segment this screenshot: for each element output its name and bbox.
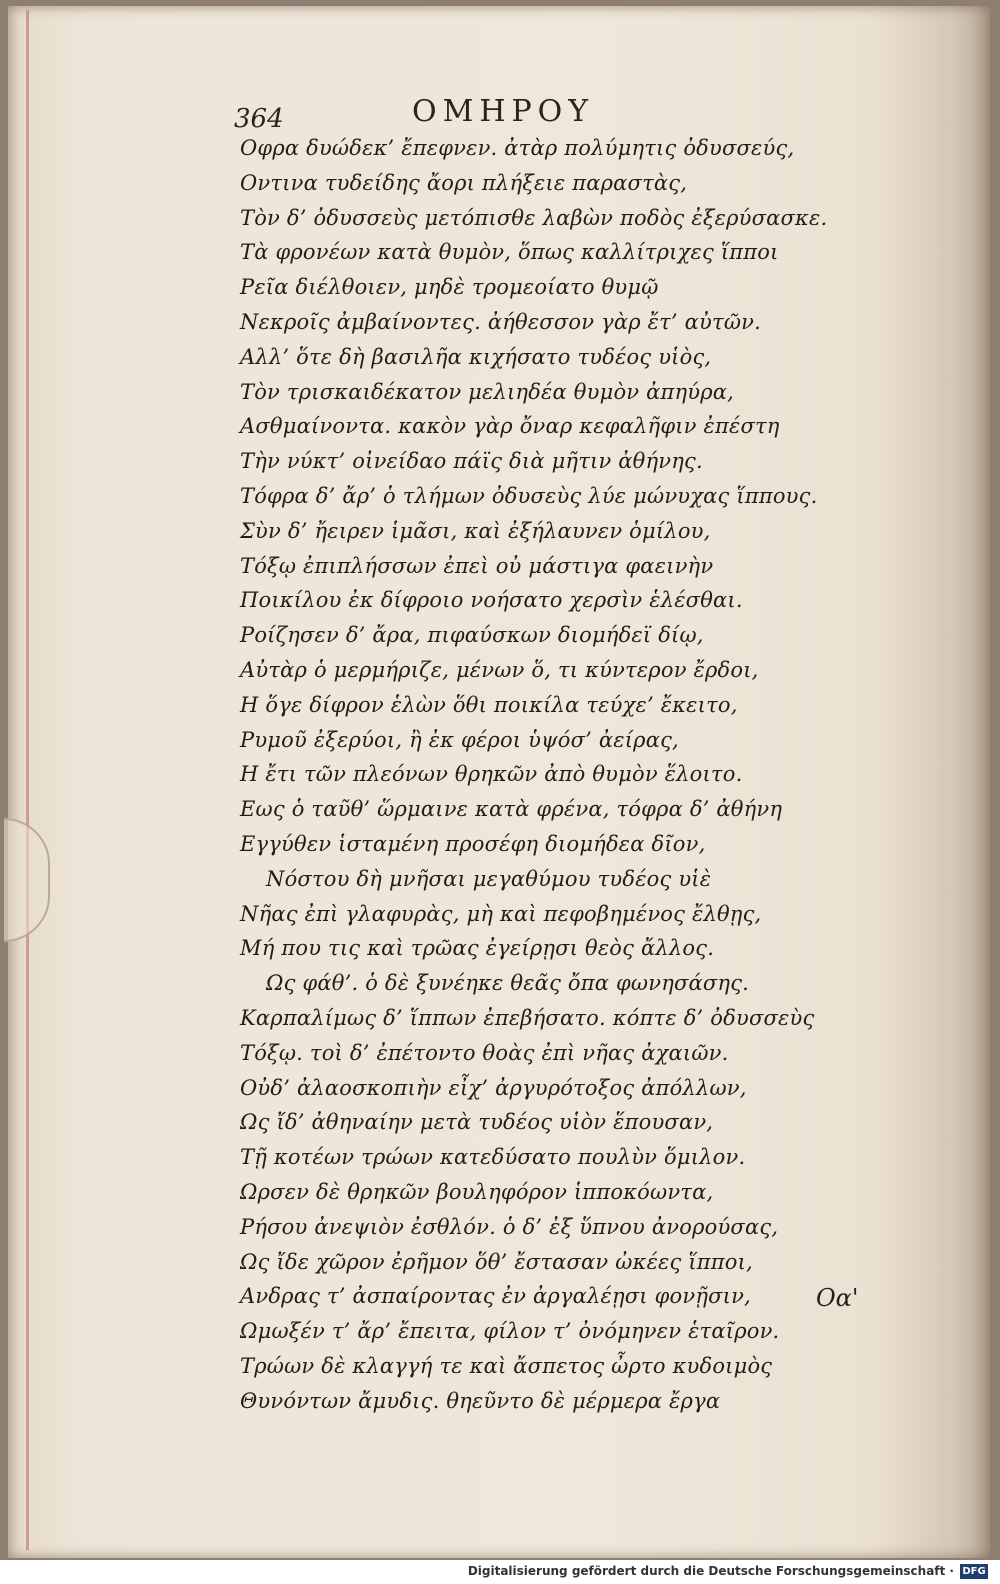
verse-line: Ως ἴδ’ ἀθηναίην μετὰ τυδέος υἱὸν ἕπουσαν, xyxy=(240,1110,714,1135)
verse-line: Τόξῳ. τοὶ δ’ ἐπέτοντο θοὰς ἐπὶ νῆας ἀχαιῶν. xyxy=(240,1040,729,1065)
verse-line: Αὐτὰρ ὁ μερμήριζε, μένων ὅ, τι κύντερον ἔρδοι, xyxy=(240,657,759,682)
catchword: Οα' xyxy=(816,1284,859,1312)
verse-line: Ωμωξέν τ’ ἄρ’ ἔπειτα, φίλον τ’ ὀνόμηνεν ἑταῖρον. xyxy=(240,1319,780,1344)
verse-line: Νῆας ἐπὶ γλαφυρὰς, μὴ καὶ πεφοβημένος ἔλθῃς, xyxy=(240,901,762,926)
verse-line: Ρήσου ἀνεψιὸν ἐσθλόν. ὁ δ’ ἐξ ὕπνου ἀνορούσας, xyxy=(240,1214,779,1239)
verse-line: Εγγύθεν ἱσταμένη προσέφη διομήδεα δῖον, xyxy=(240,831,706,856)
verse-line: Τὸν τρισκαιδέκατον μελιηδέα θυμὸν ἀπηύρα, xyxy=(240,379,735,404)
running-title: ΟΜΗΡΟΥ xyxy=(412,94,595,129)
verse-line: Καρπαλίμως δ’ ἵππων ἐπεβήσατο. κόπτε δ’ ὀδυσσεὺς xyxy=(240,1005,815,1030)
verse-line: Τὴν νύκτ’ οἰνείδαο πάϊς διὰ μῆτιν ἀθήνης. xyxy=(240,449,703,474)
page-edge-line xyxy=(26,10,29,1550)
verse-line: Οντινα τυδείδης ἄορι πλήξειε παραστὰς, xyxy=(240,170,688,195)
verse-line: Ποικίλου ἐκ δίφροιο νοήσατο χερσὶν ἑλέσθαι. xyxy=(240,588,743,613)
verse-line: Ρυμοῦ ἐξερύοι, ἢ ἐκ φέροι ὑψόσ’ ἀείρας, xyxy=(240,727,679,752)
verse-line: Ωρσεν δὲ θρηκῶν βουληφόρον ἱπποκόωντα, xyxy=(240,1179,714,1204)
verse-line: Θυνόντων ἄμυδις. θηεῦντο δὲ μέρμερα ἔργα xyxy=(240,1388,721,1413)
verse-line: Ασθμαίνοντα. κακὸν γὰρ ὄναρ κεφαλῆφιν ἐπέστη xyxy=(240,414,780,439)
verse-line: Σὺν δ’ ἤειρεν ἱμᾶσι, καὶ ἐξήλαυνεν ὁμίλου, xyxy=(240,518,711,543)
verse-line: Τὸν δ’ ὀδυσσεὺς μετόπισθε λαβὼν ποδὸς ἐξερύσασκε. xyxy=(240,205,828,230)
verse-line: Νεκροῖς ἀμβαίνοντες. ἀήθεσσον γὰρ ἔτ’ αὐτῶν. xyxy=(240,309,761,334)
verse-line: Ως φάθ’. ὁ δὲ ξυνέηκε θεᾶς ὄπα φωνησάσης. xyxy=(266,971,750,996)
verse-line: Τὰ φρονέων κατὰ θυμὸν, ὅπως καλλίτριχες ἵπποι xyxy=(240,240,779,265)
page-number: 364 xyxy=(234,104,284,134)
verse-line: Ως ἴδε χῶρον ἐρῆμον ὅθ’ ἔστασαν ὠκέες ἵπποι, xyxy=(240,1249,753,1274)
verse-line: Οὐδ’ ἀλαοσκοπιὴν εἶχ’ ἀργυρότοξος ἀπόλλων, xyxy=(240,1075,747,1100)
verse-line: Τρώων δὲ κλαγγή τε καὶ ἄσπετος ὦρτο κυδοιμὸς xyxy=(240,1353,773,1378)
verse-block xyxy=(240,131,840,1418)
verse-line: Τόξῳ ἐπιπλήσσων ἐπεὶ οὐ μάστιγα φαεινὴν xyxy=(240,553,714,578)
dfg-logo: DFG xyxy=(960,1564,988,1579)
verse-line: Αλλ’ ὅτε δὴ βασιλῆα κιχήσατο τυδέος υἱὸς, xyxy=(240,344,712,369)
verse-line: Η ὅγε δίφρον ἑλὼν ὅθι ποικίλα τεύχε’ ἔκειτο, xyxy=(240,692,738,717)
verse-line: Ρεῖα διέλθοιεν, μηδὲ τρομεοίατο θυμῷ xyxy=(240,275,659,300)
verse-line: Νόστου δὴ μνῆσαι μεγαθύμου τυδέος υἱὲ xyxy=(266,866,712,891)
verse-line: Οφρα δυώδεκ’ ἔπεφνεν. ἀτὰρ πολύμητις ὀδυσσεύς, xyxy=(240,136,795,160)
verse-line: Η ἔτι τῶν πλεόνων θρηκῶν ἀπὸ θυμὸν ἕλοιτο. xyxy=(240,762,743,787)
digitization-credit: Digitalisierung gefördert durch die Deutsche Forschungsgemeinschaft · xyxy=(467,1564,954,1578)
verse-line: Τόφρα δ’ ἄρ’ ὁ τλήμων ὀδυσεὺς λύε μώνυχας ἵππους. xyxy=(240,483,818,508)
verse-line: Ροίζησεν δ’ ἄρα, πιφαύσκων διομήδεϊ δίῳ, xyxy=(240,623,704,648)
verse-line: Ανδρας τ’ ἀσπαίροντας ἐν ἀργαλέῃσι φονῇσιν, xyxy=(240,1284,751,1309)
verse-line: Τῇ κοτέων τρώων κατεδύσατο πουλὺν ὅμιλον. xyxy=(240,1145,746,1170)
verse-line: Εως ὁ ταῦθ’ ὥρμαινε κατὰ φρένα, τόφρα δ’ ἀθήνη xyxy=(240,797,783,822)
verse-line: Μή που τις καὶ τρῶας ἐγείρῃσι θεὸς ἄλλος. xyxy=(240,936,715,961)
